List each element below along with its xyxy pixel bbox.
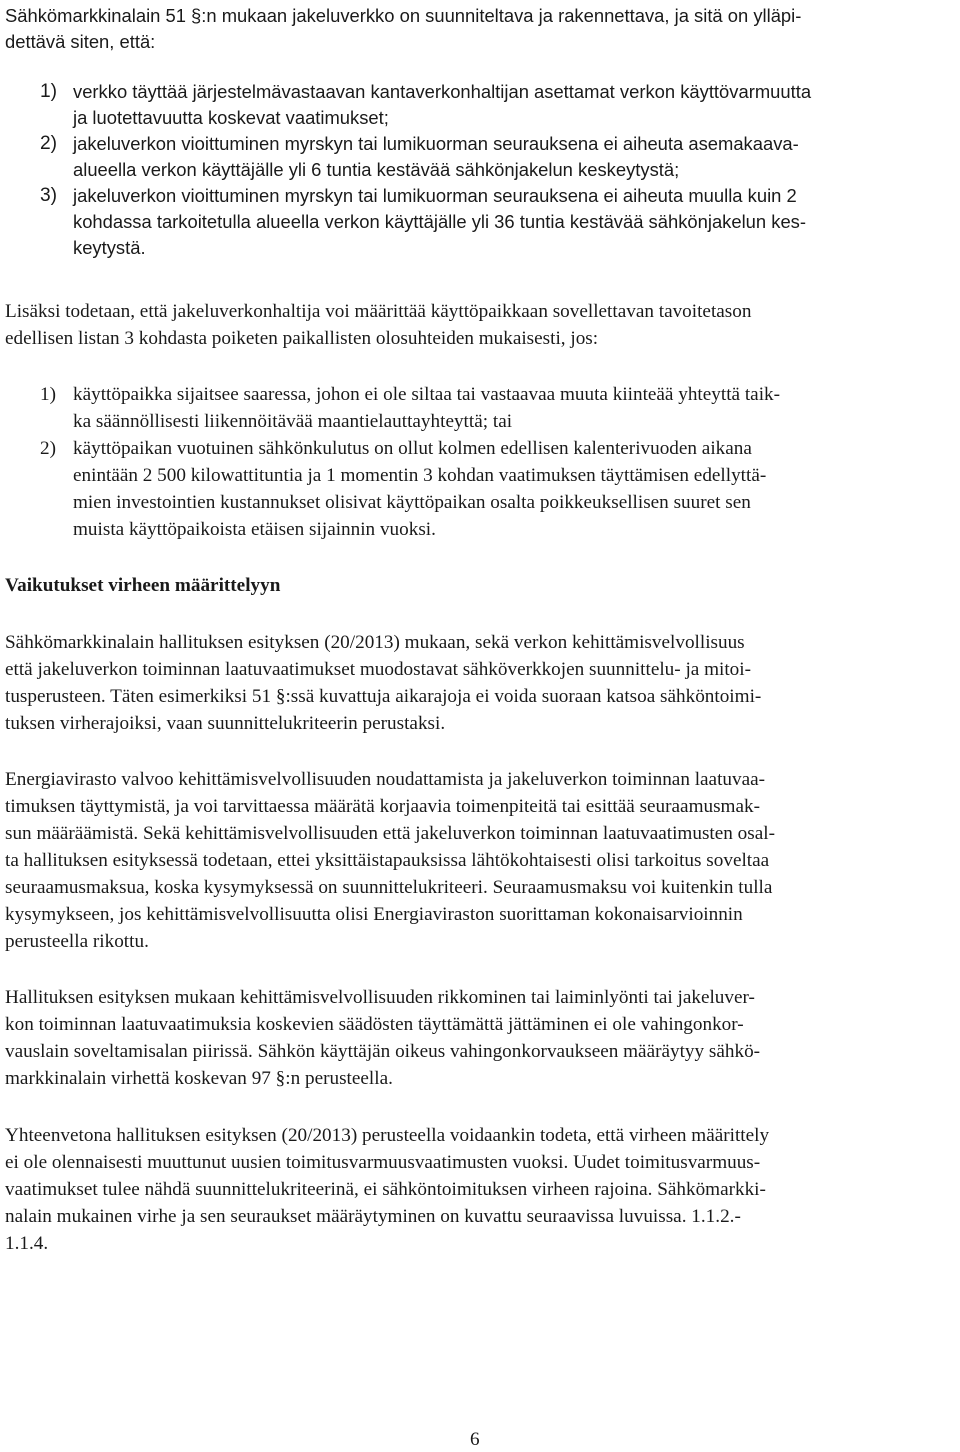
list-item-line: muista käyttöpaikoista etäisen sijainnin vuoksi. xyxy=(73,519,436,540)
paragraph-line: markkinalain virhettä koskevan 97 §:n perusteella. xyxy=(5,1068,393,1089)
paragraph-line: Lisäksi todetaan, että jakeluverkonhaltija voi määrittää käyttöpaikkaan sovellettavan tavoitetason xyxy=(5,301,752,322)
list-item-line: ka säännöllisesti liikennöitävää maantielauttayhteyttä; tai xyxy=(73,411,513,432)
list-item-line: keytystä. xyxy=(73,237,146,258)
list-item-line: ja luotettavuutta koskevat vaatimukset; xyxy=(73,107,389,128)
paragraph-line: seuraamusmaksua, koska kysymyksessä on suunnittelukriteeri. Seuraamusmaksu voi kuitenkin tulla xyxy=(5,877,773,898)
paragraph-line: Energiavirasto valvoo kehittämisvelvollisuuden noudattamista ja jakeluverkon toiminnan laatuvaa- xyxy=(5,769,766,790)
list-number: 2) xyxy=(40,133,58,154)
section-heading: Vaikutukset virheen määrittelyyn xyxy=(5,575,281,596)
list-item-line: käyttöpaikka sijaitsee saaressa, johon ei ole siltaa tai vastaavaa muuta kiinteää yhteyttä taik- xyxy=(73,384,781,405)
list-item-line: alueella verkon käyttäjälle yli 6 tuntia kestävää sähkönjakelun keskeytystä; xyxy=(73,159,680,180)
paragraph-line: timuksen täyttymistä, ja voi tarvittaessa määrätä korjaavia toimenpiteitä tai esittää seuraamusmak- xyxy=(5,796,760,817)
paragraph-line: vaatimukset tulee nähdä suunnittelukriteerinä, ei sähköntoimituksen virheen rajoina. Sähkömarkki- xyxy=(5,1179,766,1200)
paragraph-line: nalain mukainen virhe ja sen seuraukset määräytyminen on kuvattu seuraavissa luvuissa. 1.1.2.- xyxy=(5,1206,741,1227)
paragraph-line: Sähkömarkkinalain hallituksen esityksen (20/2013) mukaan, sekä verkon kehittämisvelvollisuus xyxy=(5,632,745,653)
paragraph-line: vauslain soveltamisalan piirissä. Sähkön käyttäjän oikeus vahingonkorvaukseen määräytyy sähkö- xyxy=(5,1041,761,1062)
list-item-line: mien investointien kustannukset olisivat käyttöpaikan osalta poikkeuksellisen suuret sen xyxy=(73,492,751,513)
list-number: 1) xyxy=(40,384,56,405)
paragraph-line: tusperusteen. Täten esimerkiksi 51 §:ssä kuvattuja aikarajoja ei voida suoraan katsoa sähköntoimi- xyxy=(5,686,762,707)
list-item-line: enintään 2 500 kilowattituntia ja 1 momentin 3 kohdan vaatimuksen täyttämisen edellyttä- xyxy=(73,465,767,486)
paragraph-line: kon toiminnan laatuvaatimuksia koskevien säädösten täyttämättä jättäminen ei ole vahingonkor- xyxy=(5,1014,744,1035)
paragraph-line: 1.1.4. xyxy=(5,1233,49,1254)
page-number: 6 xyxy=(470,1429,480,1450)
paragraph-line: ta hallituksen esityksessä todetaan, ettei yksittäistapauksissa lähtökohtaisesti olisi tarkoitus soveltaa xyxy=(5,850,770,871)
list-item-line: käyttöpaikan vuotuinen sähkönkulutus on ollut kolmen edellisen kalenterivuoden aikana xyxy=(73,438,752,459)
list-number: 1) xyxy=(40,81,58,102)
paragraph-line: tuksen virherajoiksi, vaan suunnittelukriteerin perustaksi. xyxy=(5,713,446,734)
paragraph-line: että jakeluverkon toiminnan laatuvaatimukset muodostavat sähköverkkojen suunnittelu- ja mitoi- xyxy=(5,659,751,680)
intro-line: dettävä siten, että: xyxy=(5,31,156,52)
paragraph-line: sun määräämistä. Sekä kehittämisvelvollisuuden että jakeluverkon toiminnan laatuvaatimusten osal- xyxy=(5,823,775,844)
paragraph-line: ei ole olennaisesti muuttunut uusien toimitusvarmuusvaatimusten vuoksi. Uudet toimitusvarmuus- xyxy=(5,1152,761,1173)
paragraph-line: perusteella rikottu. xyxy=(5,931,149,952)
list-item-line: jakeluverkon vioittuminen myrskyn tai lumikuorman seurauksena ei aiheuta asemakaava- xyxy=(73,133,799,154)
intro-line: Sähkömarkkinalain 51 §:n mukaan jakeluverkko on suunniteltava ja rakennettava, ja sitä on ylläpi- xyxy=(5,5,802,26)
list-item-line: verkko täyttää järjestelmävastaavan kantaverkonhaltijan asettamat verkon käyttövarmuutta xyxy=(73,81,812,102)
paragraph-line: edellisen listan 3 kohdasta poiketen paikallisten olosuhteiden mukaisesti, jos: xyxy=(5,328,599,349)
paragraph-line: kysymykseen, jos kehittämisvelvollisuutta olisi Energiaviraston suorittaman kokonaisarvioinnin xyxy=(5,904,743,925)
list-item-line: jakeluverkon vioittuminen myrskyn tai lumikuorman seurauksena ei aiheuta muulla kuin 2 xyxy=(73,185,797,206)
paragraph-line: Yhteenvetona hallituksen esityksen (20/2013) perusteella voidaankin todeta, että virheen määrittely xyxy=(5,1125,770,1146)
list-item-line: kohdassa tarkoitetulla alueella verkon käyttäjälle yli 36 tuntia kestävää sähkönjakelun kes- xyxy=(73,211,806,232)
list-number: 3) xyxy=(40,185,58,206)
list-number: 2) xyxy=(40,438,56,459)
paragraph-line: Hallituksen esityksen mukaan kehittämisvelvollisuuden rikkominen tai laiminlyönti tai jakeluver- xyxy=(5,987,755,1008)
